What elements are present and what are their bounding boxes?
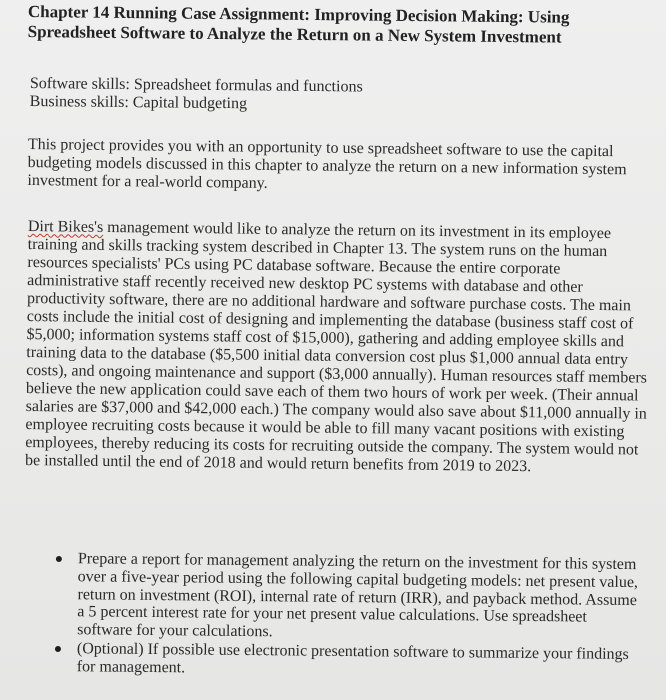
business-skills: Business skills: Capital budgeting — [29, 92, 248, 113]
bullet-icon — [55, 646, 61, 652]
list-item — [55, 550, 642, 645]
case-text: management would like to analyze the return on its investment in its employee training and skills tracking system described in Chapter 13. The system runs on the human resources specialists' PCs using PC database software. Because the entire corporate administrative staff recently received new desktop PC systems with database and other productivity software, there are no additional hardware and software purchase costs. The main costs include the initial cost of designing and implementing the database (business staff cost of $5,000; information systems staff cost of $15,000), gathering and adding employee skills and training data to the database ($5,500 initial data conversion cost plus $1,000 annual data entry costs), and ongoing maintenance and support ($3,000 annually). Human resources staff members believe the new application could save each of them two hours of work per week. (Their annual salaries are $37,000 and $42,000 each.) The company would also save about $11,000 annually in employee recruiting costs because it would be able to fill many vacant positions with existing employees, thereby reducing its costs for recruiting outside the company. The system would not be installed until the end of 2018 and would return benefits from 2019 to 2023. — [24, 218, 648, 476]
software-skills: Software skills: Spreadsheet formulas and functions — [29, 75, 363, 96]
intro-paragraph: This project provides you with an opportunity to use spreadsheet software to use the capital budgeting models discussed in this chapter to analyze the return on a new information system investment for a real-world company. — [27, 136, 627, 192]
task-list — [55, 550, 642, 682]
list-item — [55, 640, 641, 682]
case-paragraph — [25, 218, 656, 478]
page-title: Chapter 14 Running Case Assignment: Improving Decision Making: Using Spreadsheet Software to Analyze the Return on a New System Investment — [27, 2, 570, 47]
bullet-icon — [56, 556, 62, 562]
skills-block — [30, 75, 363, 114]
company-name: Dirt Bikes's — [27, 218, 104, 236]
task-text: (Optional) If possible use electronic presentation software to summarize your findings for management. — [76, 640, 629, 677]
task-text: Prepare a report for management analyzing the return on the investment for this system over a five-year period using the following capital budgeting models: net present value, return on investment (ROI), internal rate of return (IRR), and payback method. Assume a 5 percent interest rate for your net present value calculations. Use spreadsheet software for your calculations. — [77, 550, 639, 641]
